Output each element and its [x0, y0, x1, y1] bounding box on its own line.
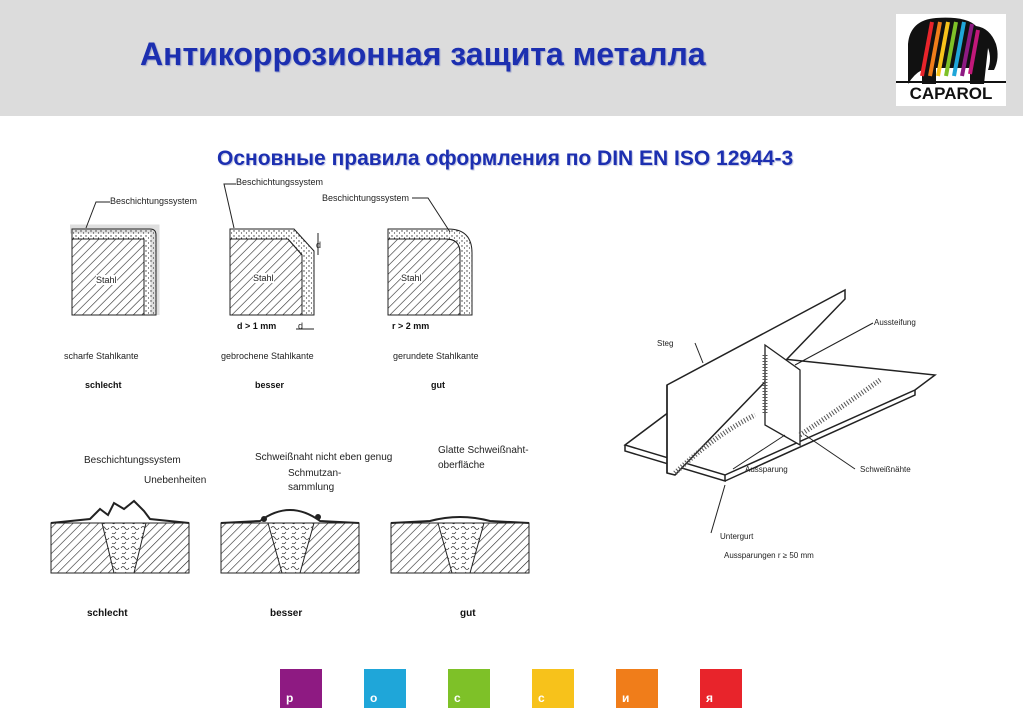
- section-subtitle: Основные правила оформления по DIN EN ISO 12944-3: [217, 147, 794, 170]
- weld-bad-drawing: [50, 495, 190, 575]
- label-aussparung: Aussparung: [745, 465, 788, 474]
- edge-rating: besser: [255, 380, 285, 390]
- page-title: Антикоррозионная защита металла: [140, 36, 706, 72]
- color-square-letter: о: [370, 691, 378, 705]
- color-square-2: [364, 669, 406, 708]
- leader-line: [84, 200, 124, 230]
- color-square-letter: я: [706, 691, 714, 705]
- sharp-edge-drawing: [70, 225, 170, 315]
- weld-good-drawing: [390, 495, 530, 575]
- label-steg: Steg: [657, 339, 674, 348]
- color-square-1: [280, 669, 322, 708]
- leader-line: [222, 182, 262, 232]
- weld-label: sammlung: [288, 482, 335, 493]
- label-steel: Stahl: [96, 275, 117, 285]
- color-square-4: [532, 669, 574, 708]
- broken-edge-drawing: [228, 225, 338, 325]
- color-square-letter: с: [454, 691, 461, 705]
- label-system: Beschichtungssystem: [236, 177, 324, 187]
- edge-dimension: d > 1 mm: [237, 321, 277, 331]
- weld-better-drawing: [220, 495, 360, 575]
- weld-rating: gut: [460, 608, 476, 619]
- color-square-5: [616, 669, 658, 708]
- color-square-letter: р: [286, 691, 294, 705]
- label-steel: Stahl: [253, 273, 274, 283]
- edge-dimension: r > 2 mm: [392, 321, 430, 331]
- edge-rating: gut: [431, 380, 445, 390]
- logo-text: CAPAROL: [896, 81, 1006, 104]
- weld-label: Schmutzan-: [288, 468, 342, 479]
- label-system: Beschichtungssystem: [110, 196, 198, 206]
- edge-rating: schlecht: [85, 380, 122, 390]
- label-steel: Stahl: [401, 273, 422, 283]
- color-square-3: [448, 669, 490, 708]
- caparol-logo: [896, 14, 1006, 106]
- color-square-letter: с: [538, 691, 545, 705]
- label-system: Beschichtungssystem: [322, 193, 410, 203]
- label-aussteifung: Aussteifung: [874, 318, 916, 327]
- weld-label: Unebenheiten: [144, 475, 207, 486]
- edge-caption: scharfe Stahlkante: [64, 351, 139, 361]
- label-schweissnaehte: Schweißnähte: [860, 465, 911, 474]
- color-square-letter: и: [622, 691, 630, 705]
- weld-label: Schweißnaht nicht eben genug: [255, 452, 393, 463]
- label-untergurt: Untergurt: [720, 532, 754, 541]
- edge-caption: gebrochene Stahlkante: [221, 351, 314, 361]
- color-square-6: [700, 669, 742, 708]
- dim-d: d: [316, 240, 322, 250]
- weld-label: Glatte Schweißnaht-: [438, 445, 529, 456]
- leader-line: [410, 196, 470, 246]
- elephant-logo-icon: [896, 14, 1006, 86]
- label-note: Aussparungen r ≥ 50 mm: [724, 551, 814, 560]
- weld-label: Beschichtungssystem: [84, 455, 181, 466]
- weld-label: oberfläche: [438, 460, 485, 471]
- edge-caption: gerundete Stahlkante: [393, 351, 479, 361]
- weld-rating: besser: [270, 608, 303, 619]
- weld-rating: schlecht: [87, 608, 128, 619]
- dim-d: d: [298, 321, 304, 331]
- header-bar: [0, 0, 1023, 116]
